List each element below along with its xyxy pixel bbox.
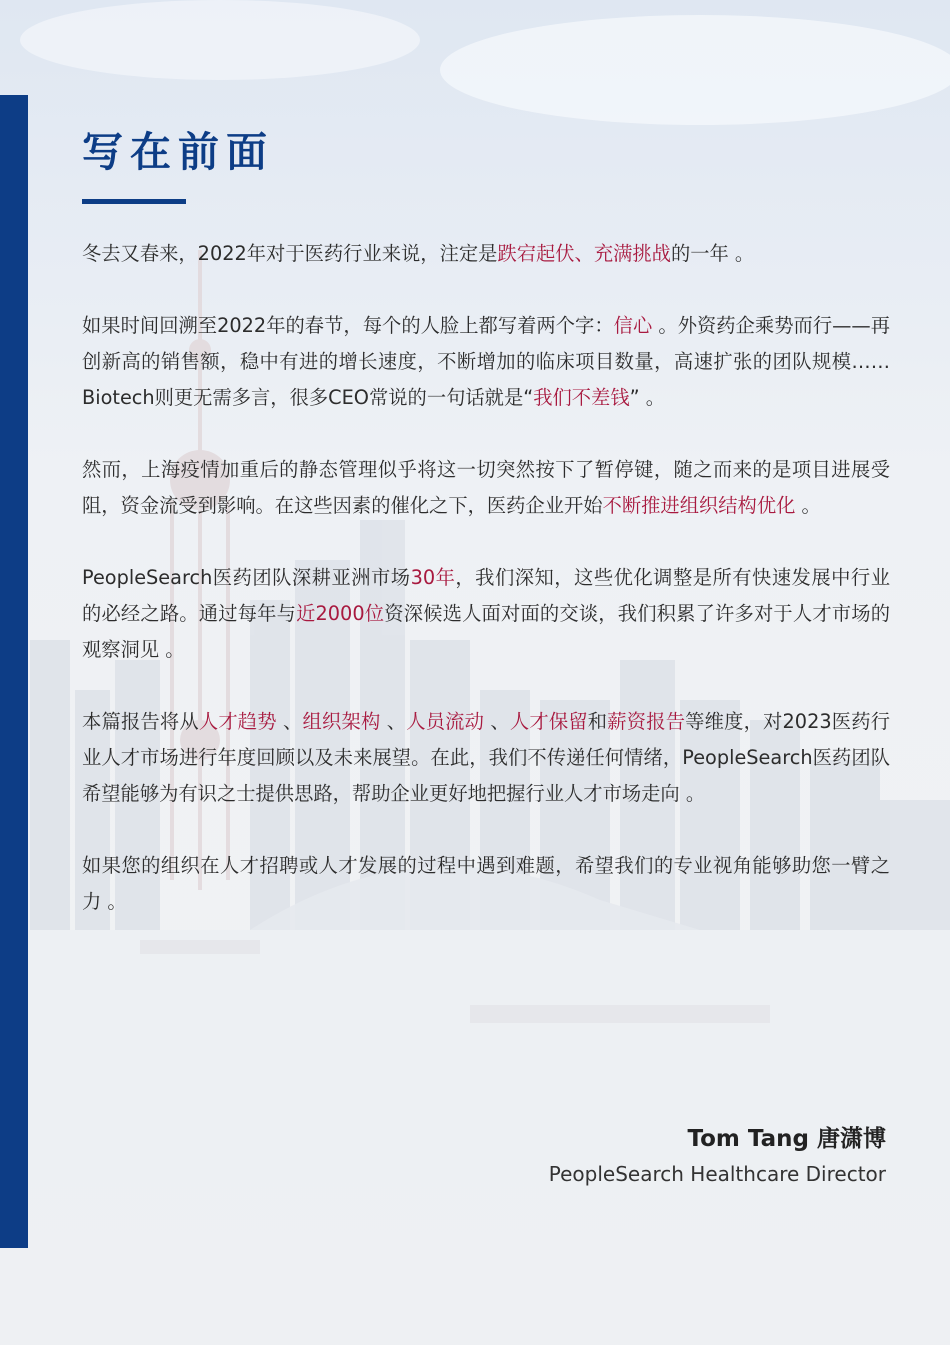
paragraph-text: 。 [795,494,821,517]
highlight-text: 组织架构 [302,710,381,733]
paragraph-text: 冬去又春来，2022年对于医药行业来说，注定是 [82,242,498,265]
paragraph-text: 、 [380,710,407,733]
paragraph [82,560,890,668]
highlight-text: 信心 [613,314,653,337]
highlight-text: 跌宕起伏、充满挑战 [497,242,671,265]
signature-name: Tom Tang 唐潇博 [687,1126,886,1152]
highlight-text: 不断推进组织结构优化 [602,494,796,517]
signature-title: PeopleSearch Healthcare Director [548,1162,886,1186]
paragraph-text: PeopleSearch医药团队深耕亚洲市场 [82,566,411,589]
paragraph-text: 。外资药企乘势而行——再创新高的销售额，稳中有进的增长速度，不断增加的临床项目数量，高速扩张的团队规模…… Biotech则更无需多言，很多CEO常说的一句话就是“ [82,314,890,409]
page-title: 写在前面 [82,128,274,176]
paragraph-text: 和 [587,710,608,733]
paragraph [82,236,890,272]
paragraph-text: ” 。 [629,386,666,409]
paragraph-text: 然而，上海疫情加重后的静态管理似乎将这一切突然按下了暂停键，随之而来的是项目进展受阻，资金流受到影响。在这些因素的催化之下，医药企业开始 [82,458,890,517]
paragraph-text: 、 [484,710,510,733]
paragraph-text: 资深候选人面对面的交谈，我们积累了许多对于人才市场的观察洞见 。 [82,602,891,661]
highlight-text: 薪资报告 [607,710,686,733]
paragraph [82,848,890,920]
paragraph [82,452,890,524]
paragraph-text: 如果您的组织在人才招聘或人才发展的过程中遇到难题，希望我们的专业视角能够助您一臂之力 。 [82,854,890,913]
paragraph-text: 的一年 。 [670,242,755,265]
paragraph-text: 如果时间回溯至2022年的春节，每个的人脸上都写着两个字： [82,314,614,337]
highlight-text: 30年 [410,566,456,589]
paragraph-text: 、 [276,710,303,733]
paragraph-text: 等维度，对2023医药行业人才市场进行年度回顾以及未来展望。在此，我们不传递任何情绪，PeopleSearch医药团队希望能够为有识之士提供思路，帮助企业更好地把握行业人才市场走向 。 [82,710,891,805]
paragraph [82,308,890,416]
paragraph [82,704,890,812]
body-text [82,236,890,956]
paragraph-text: 本篇报告将从 [82,710,199,733]
left-accent-bar [0,95,28,1248]
title-underline [82,199,186,204]
highlight-text: 近2000位 [296,602,385,625]
highlight-text: 我们不差钱 [533,386,630,409]
highlight-text: 人才保留 [509,710,588,733]
highlight-text: 人才趋势 [198,710,277,733]
highlight-text: 人员流动 [406,710,485,733]
paragraph-text: ，我们深知，这些优化调整是所有快速发展中行业的必经之路。通过每年与 [82,566,890,625]
